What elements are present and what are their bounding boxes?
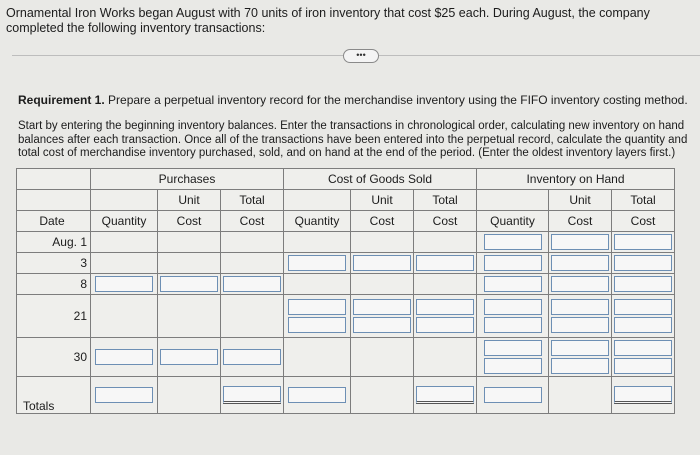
input-box[interactable] [223,349,281,365]
cell [221,253,284,274]
header-total: Total [612,190,675,211]
input-box[interactable] [416,386,474,404]
header-cost: Cost [549,211,612,232]
input-box[interactable] [614,255,672,271]
input-box[interactable] [484,299,542,315]
input-box[interactable] [95,276,153,292]
input-box[interactable] [614,234,672,250]
cell [284,377,351,414]
perpetual-inventory-table [16,168,675,414]
cell [414,274,477,295]
requirement-text [18,93,698,108]
cell [477,377,549,414]
header-date: Date [17,211,91,232]
input-box[interactable] [288,317,346,333]
cell [351,295,414,338]
input-box[interactable] [484,317,542,333]
cell [612,338,675,377]
cell [477,338,549,377]
input-box[interactable] [551,340,609,356]
date-cell: 21 [17,295,91,338]
cell [414,377,477,414]
header-row-unit [17,190,675,211]
cell [477,253,549,274]
cell [414,253,477,274]
cell [414,295,477,338]
cell [158,274,221,295]
input-box[interactable] [288,255,346,271]
input-box[interactable] [551,317,609,333]
cell [549,253,612,274]
header-total: Total [221,190,284,211]
header-unit: Unit [158,190,221,211]
header-cost: Cost [158,211,221,232]
input-box[interactable] [551,299,609,315]
input-box[interactable] [416,255,474,271]
cell [158,295,221,338]
cell [91,338,158,377]
input-box[interactable] [484,276,542,292]
cell [91,377,158,414]
header-cost: Cost [414,211,477,232]
header-blank [91,190,158,211]
cell [284,232,351,253]
date-cell: 30 [17,338,91,377]
input-box[interactable] [160,276,218,292]
cell [221,377,284,414]
cell [612,274,675,295]
date-cell: 8 [17,274,91,295]
cell [221,338,284,377]
input-box[interactable] [223,386,281,404]
row-day-8 [17,274,675,295]
cell [414,338,477,377]
header-quantity: Quantity [91,211,158,232]
cell [477,232,549,253]
problem-intro: Ornamental Iron Works began August with 70 units of iron inventory that cost $25 each. During August, the company completed the following inventory transactions: [6,6,650,35]
cell [351,274,414,295]
header-purchases: Purchases [91,169,284,190]
header-blank [477,190,549,211]
input-box[interactable] [614,299,672,315]
input-box[interactable] [95,349,153,365]
cell [158,377,221,414]
header-blank [17,190,91,211]
input-box[interactable] [484,255,542,271]
row-day-21 [17,295,675,338]
input-box[interactable] [551,234,609,250]
cell [477,274,549,295]
input-box[interactable] [614,358,672,374]
totals-label: Totals [17,377,91,414]
input-box[interactable] [288,387,346,403]
input-box[interactable] [614,276,672,292]
row-aug-1 [17,232,675,253]
header-unit: Unit [549,190,612,211]
input-box[interactable] [614,340,672,356]
row-day-3 [17,253,675,274]
cell [158,338,221,377]
input-box[interactable] [614,317,672,333]
row-day-30 [17,338,675,377]
cell [351,232,414,253]
input-box[interactable] [416,299,474,315]
header-row-labels [17,211,675,232]
header-blank [284,190,351,211]
cell [351,377,414,414]
input-box[interactable] [484,234,542,250]
cell [91,274,158,295]
cell [549,377,612,414]
header-cost: Cost [221,211,284,232]
header-quantity: Quantity [284,211,351,232]
input-box[interactable] [353,255,411,271]
input-box[interactable] [223,276,281,292]
cell [284,338,351,377]
header-row-groups [17,169,675,190]
cell [221,274,284,295]
cell [549,338,612,377]
cell [284,274,351,295]
input-box[interactable] [484,387,542,403]
cell [221,232,284,253]
cell [549,274,612,295]
cell [549,232,612,253]
cell [612,295,675,338]
input-box[interactable] [160,349,218,365]
input-box[interactable] [95,387,153,403]
input-box[interactable] [353,299,411,315]
cell [91,295,158,338]
input-box[interactable] [551,255,609,271]
cell [549,295,612,338]
input-box[interactable] [353,317,411,333]
date-cell: Aug. 1 [17,232,91,253]
expand-button[interactable]: ••• [343,49,379,63]
cell [158,253,221,274]
input-box[interactable] [484,340,542,356]
cell [612,377,675,414]
cell [91,253,158,274]
input-box[interactable] [551,358,609,374]
cell [351,253,414,274]
cell [158,232,221,253]
cell [91,232,158,253]
cell [612,253,675,274]
cell [612,232,675,253]
header-cost: Cost [612,211,675,232]
input-box[interactable] [288,299,346,315]
header-cost: Cost [351,211,414,232]
cell [221,295,284,338]
header-cogs: Cost of Goods Sold [284,169,477,190]
input-box[interactable] [484,358,542,374]
requirement-body: Prepare a perpetual inventory record for the merchandise inventory using the FIFO inventory costing method. [104,93,688,107]
cell [284,253,351,274]
input-box[interactable] [614,386,672,404]
cell [284,295,351,338]
input-box[interactable] [551,276,609,292]
header-total: Total [414,190,477,211]
cell [351,338,414,377]
row-totals [17,377,675,414]
requirement-label: Requirement 1. [18,93,105,107]
cell [477,295,549,338]
header-on-hand: Inventory on Hand [477,169,675,190]
header-quantity: Quantity [477,211,549,232]
header-blank [17,169,91,190]
header-unit: Unit [351,190,414,211]
cell [414,232,477,253]
date-cell: 3 [17,253,91,274]
instructions-text: Start by entering the beginning inventory balances. Enter the transactions in chronological order, calculating new inventory on hand balances after each transaction. Once all of the transactions have been entered into the perpetual record, calculate the quantity and total cost of merchandise inventory purchased, sold, and on hand at the end of the period. (Enter the oldest inventory layers first.) [18,120,688,159]
input-box[interactable] [416,317,474,333]
